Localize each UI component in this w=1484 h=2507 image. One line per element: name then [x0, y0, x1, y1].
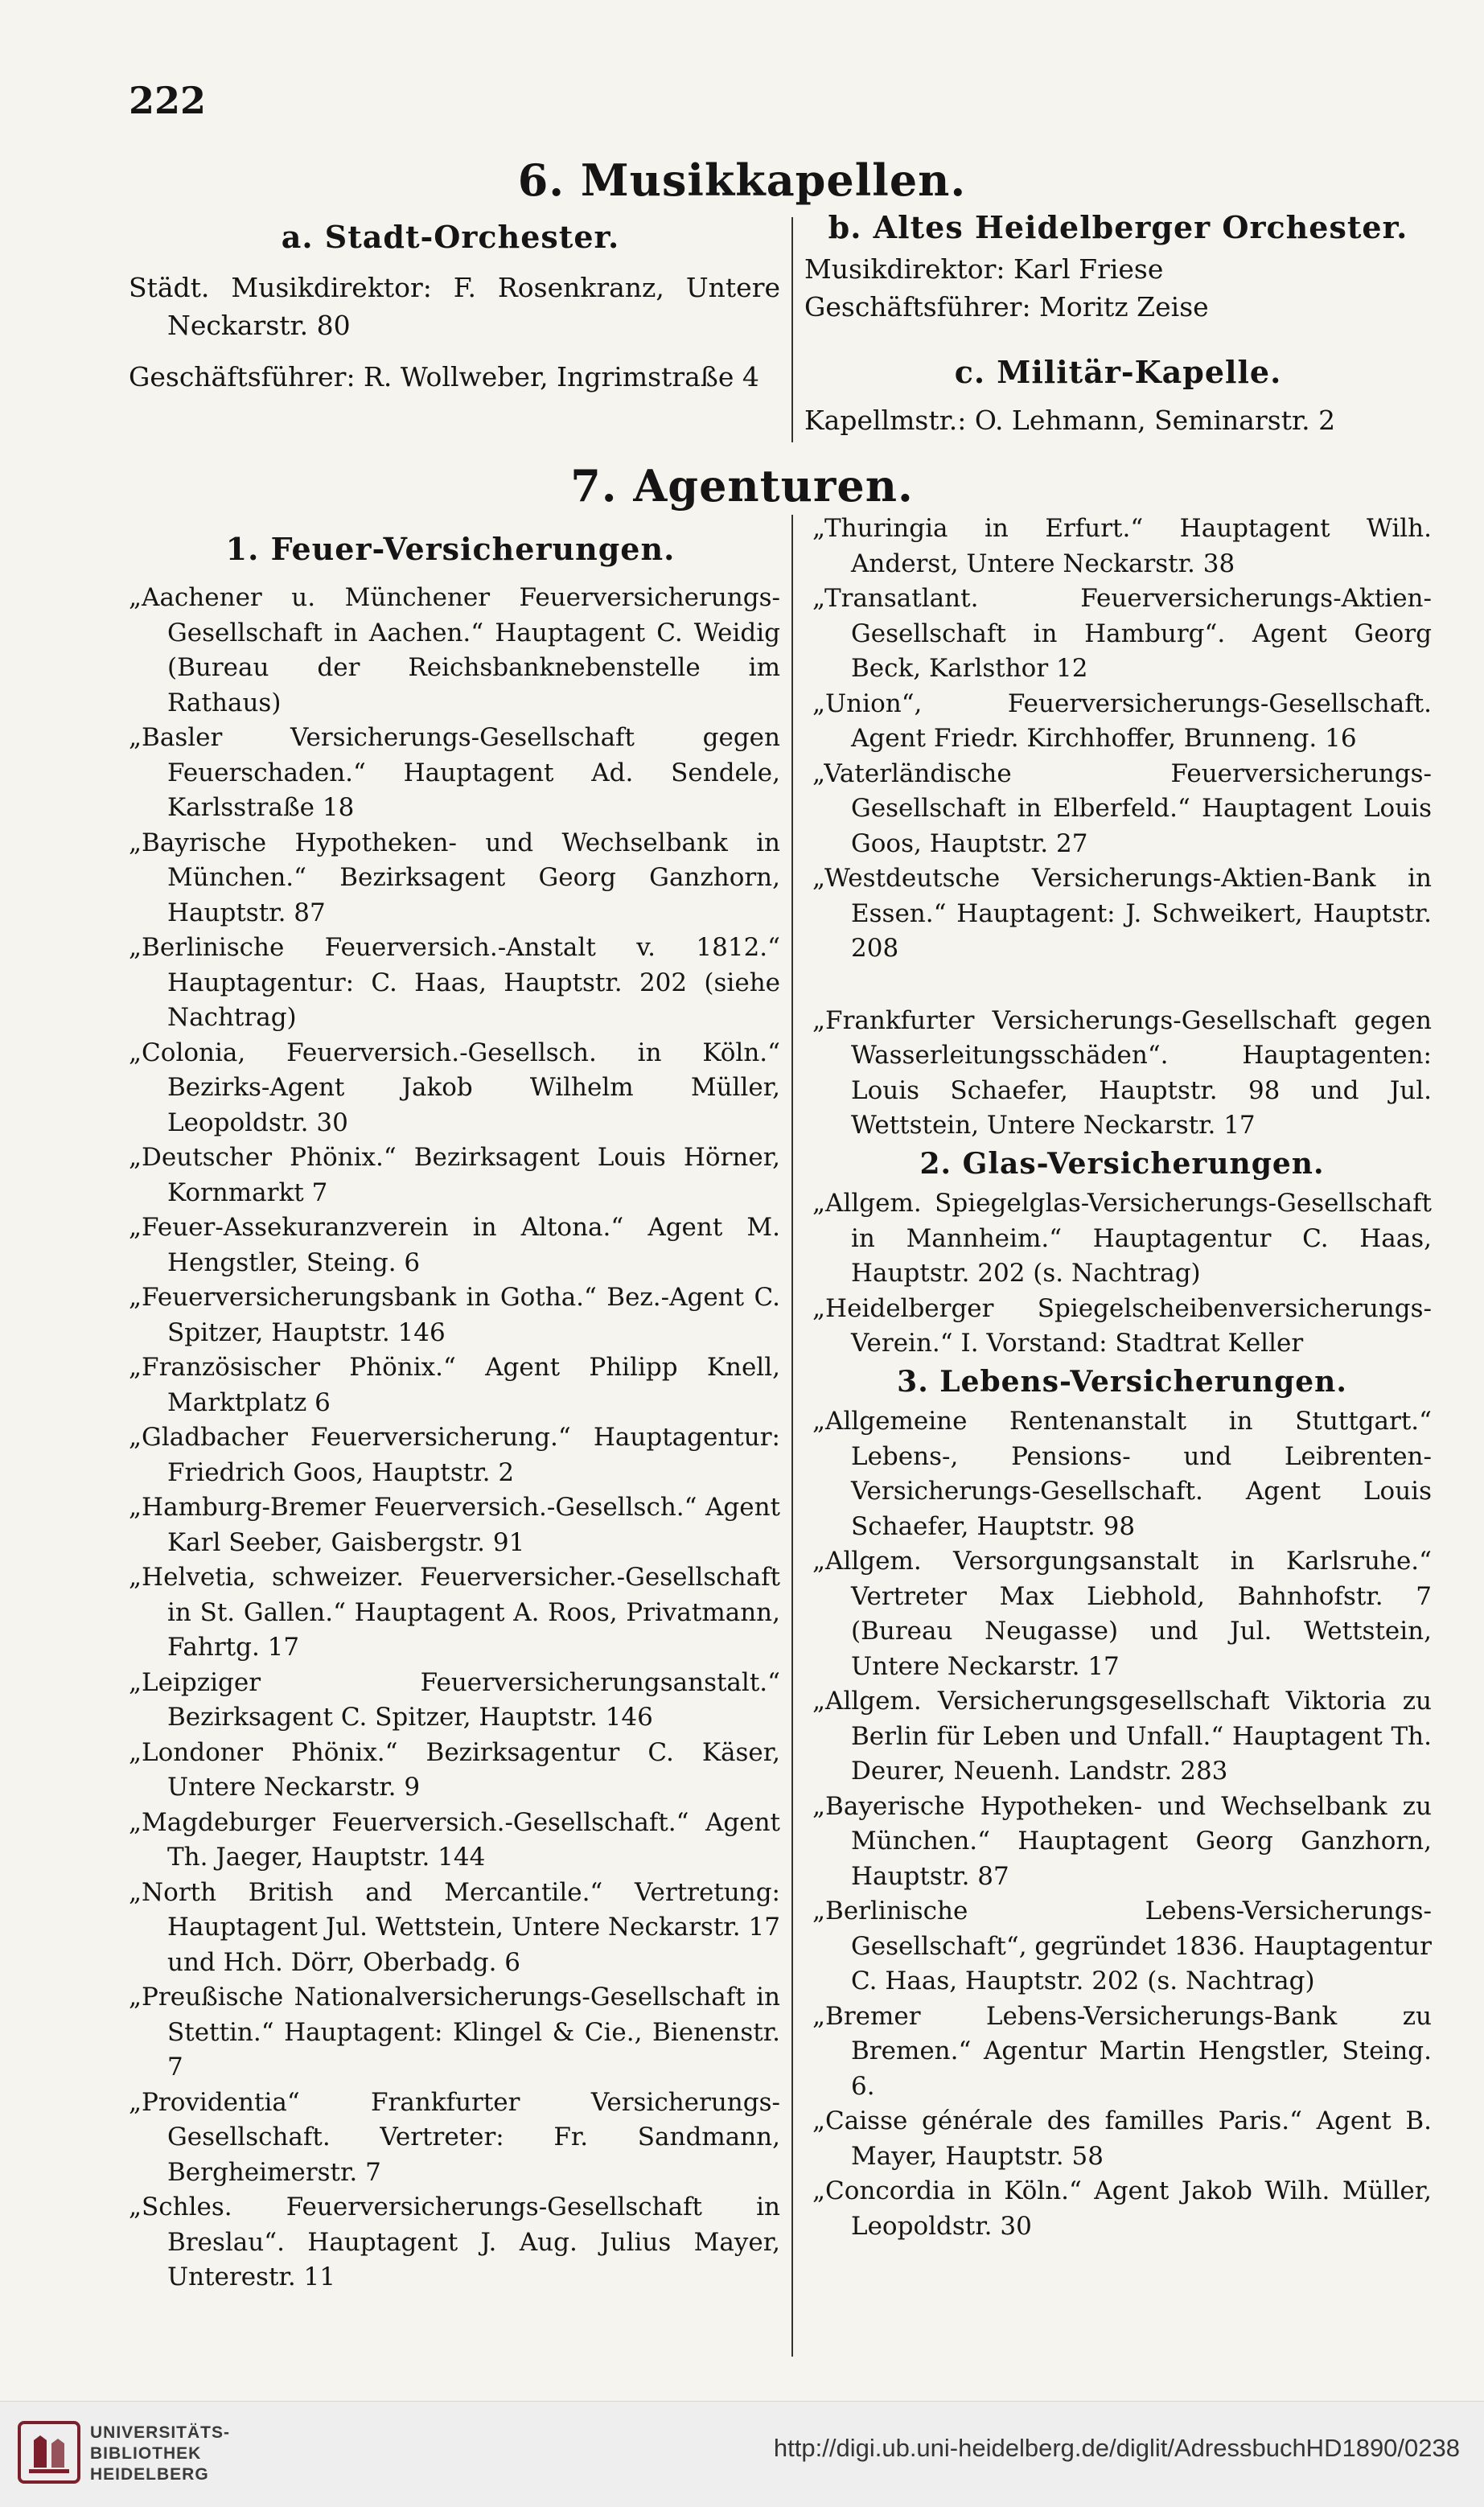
subheading-feuer-versicherungen: 1. Feuer-Versicherungen. — [225, 531, 676, 567]
section-heading-agenturen: 7. Agenturen. — [570, 460, 914, 512]
subheading-lebens-versicherungen: 3. Lebens-Versicherungen. — [897, 1364, 1347, 1399]
library-logo-text — [90, 2423, 230, 2485]
list-item: „Caisse générale des familles Paris.“ Agent B. Mayer, Hauptstr. 58 — [812, 2106, 1432, 2171]
list-item: Musikdirektor: Karl Friese — [804, 253, 1164, 285]
list-item: „Französischer Phönix.“ Agent Philipp Knell, Marktplatz 6 — [129, 1353, 780, 1417]
list-item: „Thuringia in Erfurt.“ Hauptagent Wilh. Anderst, Untere Neckarstr. 38 — [812, 514, 1432, 578]
logo-line: UNIVERSITÄTS- — [90, 2423, 231, 2442]
list-item: „Bayerische Hypotheken- und Wechselbank zu München.“ Hauptagent Georg Ganzhorn, Hauptstr. 87 — [812, 1791, 1432, 1891]
list-item: „Aachener u. Münchener Feuerversicherungs-Gesellschaft in Aachen.“ Hauptagent C. Weidig (Bureau der Reichsbanknebenstelle im Rathaus) — [129, 583, 780, 717]
column-divider — [791, 217, 793, 442]
column-militaer-kapelle — [804, 402, 1424, 440]
library-footer — [0, 2401, 1484, 2507]
list-item: „Transatlant. Feuerversicherungs-Aktien-Gesellschaft in Hamburg“. Agent Georg Beck, Karlsthor 12 — [812, 584, 1432, 683]
list-item: „Preußische Nationalversicherungs-Gesellschaft in Stettin.“ Hauptagent: Klingel & Cie., Bienenstr. 7 — [129, 1983, 780, 2082]
page-number: 222 — [129, 79, 207, 122]
list-item: „Bayrische Hypotheken- und Wechselbank in München.“ Bezirksagent Georg Ganzhorn, Hauptstr. 87 — [129, 828, 780, 927]
list-item: „Berlinische Lebens-Versicherungs-Gesellschaft“, gegründet 1836. Hauptagentur C. Haas, Hauptstr. 202 (s. Nachtrag) — [812, 1897, 1432, 1995]
list-item: „Magdeburger Feuerversich.-Gesellschaft.“ Agent Th. Jaeger, Hauptstr. 144 — [129, 1807, 780, 1872]
logo-line: BIBLIOTHEK — [90, 2444, 202, 2463]
list-item: „Deutscher Phönix.“ Bezirksagent Louis Hörner, Kornmarkt 7 — [129, 1143, 780, 1207]
subheading-stadt-orchester: a. Stadt-Orchester. — [281, 219, 620, 255]
list-item: „Providentia“ Frankfurter Versicherungs-Gesellschaft. Vertreter: Fr. Sandmann, Bergheimerstr. 7 — [129, 2087, 780, 2187]
list-item: „Feuer-Assekuranzverein in Altona.“ Agent M. Hengstler, Steing. 6 — [129, 1213, 780, 1277]
list-item: „Heidelberger Spiegelscheibenversicherungs-Verein.“ I. Vorstand: Stadtrat Keller — [812, 1293, 1432, 1358]
list-item: „Londoner Phönix.“ Bezirksagentur C. Käser, Untere Neckarstr. 9 — [129, 1737, 780, 1802]
list-item: „Berlinische Feuerversich.-Anstalt v. 1812.“ Hauptagentur: C. Haas, Hauptstr. 202 (siehe Nachtrag) — [129, 933, 780, 1032]
column-feuer-versicherungen — [129, 581, 780, 2295]
column-agenturen-right — [812, 512, 1432, 2244]
list-item: „Colonia, Feuerversich.-Gesellsch. in Köln.“ Bezirks-Agent Jakob Wilhelm Müller, Leopoldstr. 30 — [129, 1038, 780, 1137]
list-item: Geschäftsführer: Moritz Zeise — [804, 290, 1209, 323]
subheading-militaer-kapelle: c. Militär-Kapelle. — [954, 354, 1282, 390]
university-library-logo-icon — [16, 2419, 82, 2485]
list-item: „Frankfurter Versicherungs-Gesellschaft gegen Wasserleitungsschäden“. Hauptagenten: Louis Schaefer, Hauptstr. 98 und Jul. Wettstein, Untere Neckarstr. 17 — [812, 1005, 1432, 1140]
subheading-glas-versicherungen: 2. Glas-Versicherungen. — [919, 1146, 1325, 1181]
list-item: Kapellmstr.: O. Lehmann, Seminarstr. 2 — [804, 405, 1336, 436]
list-item: „Basler Versicherungs-Gesellschaft gegen Feuerschaden.“ Hauptagent Ad. Sendele, Karlsstraße 18 — [129, 723, 780, 822]
list-item: „Helvetia, schweizer. Feuerversicher.-Gesellschaft in St. Gallen.“ Hauptagent A. Roos, Privatmann, Fahrtg. 17 — [129, 1563, 780, 1662]
list-item: „Westdeutsche Versicherungs-Aktien-Bank in Essen.“ Hauptagent: J. Schweikert, Hauptstr. 208 — [812, 864, 1432, 963]
source-url-link[interactable]: http://digi.ub.uni-heidelberg.de/diglit/AdressbuchHD1890/0238 — [773, 2434, 1460, 2462]
column-altes-orchester — [804, 251, 1424, 326]
list-item: Städt. Musikdirektor: F. Rosenkranz, Untere Neckarstr. 80 — [129, 272, 780, 341]
list-item: „Hamburg-Bremer Feuerversich.-Gesellsch.“ Agent Karl Seeber, Gaisbergstr. 91 — [129, 1493, 780, 1557]
logo-line: HEIDELBERG — [90, 2465, 209, 2484]
list-item: „Allgem. Versorgungsanstalt in Karlsruhe.“ Vertreter Max Liebhold, Bahnhofstr. 7 (Bureau Neugasse) und Jul. Wettstein, Untere Neckarstr. 17 — [812, 1547, 1432, 1681]
list-item: „Leipziger Feuerversicherungsanstalt.“ Bezirksagent C. Spitzer, Hauptstr. 146 — [129, 1667, 780, 1732]
list-item: „Allgem. Versicherungsgesellschaft Viktoria zu Berlin für Leben und Unfall.“ Hauptagent Th. Deurer, Neuenh. Landstr. 283 — [812, 1687, 1432, 1786]
list-item: „Allgem. Spiegelglas-Versicherungs-Gesellschaft in Mannheim.“ Hauptagentur C. Haas, Hauptstr. 202 (s. Nachtrag) — [812, 1189, 1432, 1288]
list-item: „Feuerversicherungsbank in Gotha.“ Bez.-Agent C. Spitzer, Hauptstr. 146 — [129, 1283, 780, 1347]
list-item: „Schles. Feuerversicherungs-Gesellschaft in Breslau“. Hauptagent J. Aug. Julius Mayer, Unterestr. 11 — [129, 2193, 780, 2291]
section-heading-musikkapellen: 6. Musikkapellen. — [517, 154, 967, 206]
list-item: „Bremer Lebens-Versicherungs-Bank zu Bremen.“ Agentur Martin Hengstler, Steing. 6. — [812, 2001, 1432, 2101]
column-stadt-orchester — [129, 269, 780, 397]
block-gap — [812, 967, 1432, 1004]
list-item: „Gladbacher Feuerversicherung.“ Hauptagentur: Friedrich Goos, Hauptstr. 2 — [129, 1423, 780, 1487]
list-item: „Concordia in Köln.“ Agent Jakob Wilh. Müller, Leopoldstr. 30 — [812, 2176, 1432, 2241]
list-item: Geschäftsführer: R. Wollweber, Ingrimstraße 4 — [129, 361, 759, 392]
list-item: „Vaterländische Feuerversicherungs-Gesellschaft in Elberfeld.“ Hauptagent Louis Goos, Hauptstr. 27 — [812, 758, 1432, 858]
list-item: „Union“, Feuerversicherungs-Gesellschaft. Agent Friedr. Kirchhoffer, Brunneng. 16 — [812, 688, 1432, 753]
column-divider — [791, 515, 793, 2357]
subheading-altes-heidelberger-orchester: b. Altes Heidelberger Orchester. — [828, 209, 1408, 245]
list-item: „Allgemeine Rentenanstalt in Stuttgart.“ Lebens-, Pensions- und Leibrenten-Versicherungs-Gesellschaft. Agent Louis Schaefer, Hauptstr. 98 — [812, 1407, 1432, 1541]
list-item: „North British and Mercantile.“ Vertretung: Hauptagent Jul. Wettstein, Untere Neckarstr. 17 und Hch. Dörr, Oberbadg. 6 — [129, 1877, 780, 1977]
